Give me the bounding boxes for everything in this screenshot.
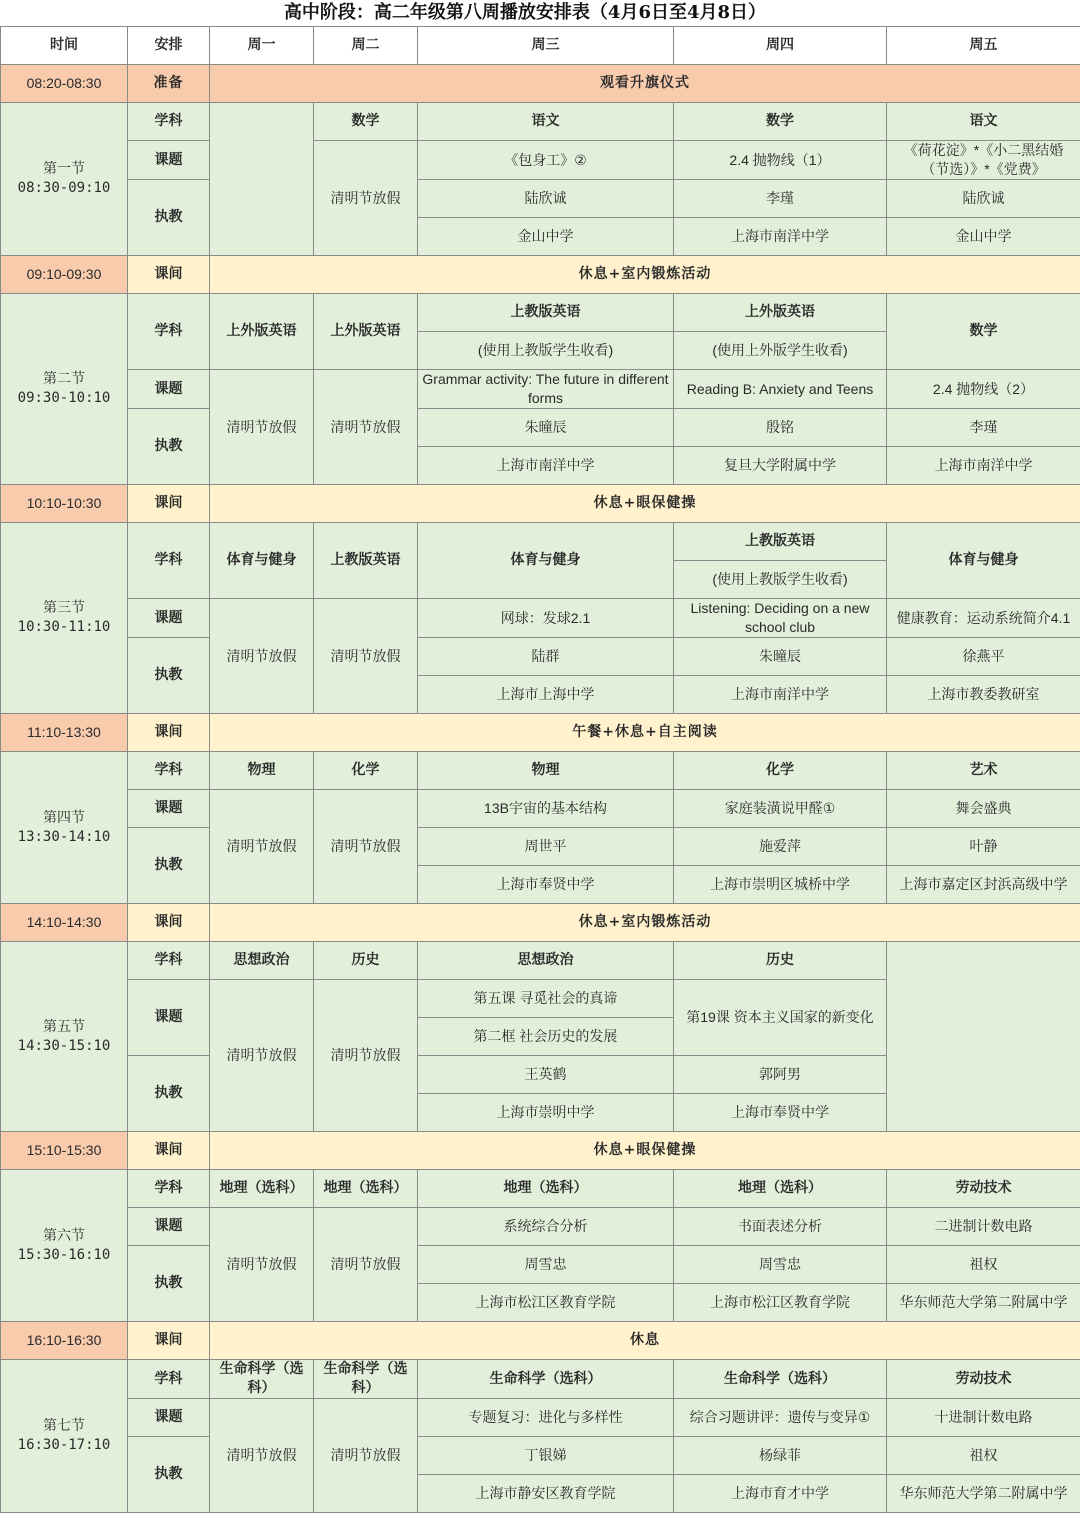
fri-empty-cell: [887, 942, 1080, 1132]
period-row: [1, 409, 1080, 447]
thu-subject: 历史: [674, 942, 887, 980]
thu-teacher: 郭阿男: [674, 1056, 887, 1094]
wed-school: 上海市奉贤中学: [418, 866, 674, 904]
period-time-cell: [1, 103, 128, 256]
fri-school: 金山中学: [887, 218, 1080, 256]
mon-holiday: 清明节放假: [210, 370, 314, 485]
break-label: 课间: [128, 256, 210, 294]
break-time: 10:10-10:30: [1, 485, 128, 523]
wed-school: 上海市南洋中学: [418, 447, 674, 485]
wed-teacher: 丁银娣: [418, 1437, 674, 1475]
break-time: 11:10-13:30: [1, 714, 128, 752]
fri-topic: 舞会盛典: [887, 790, 1080, 828]
period-time: 10:30-11:10: [17, 619, 111, 635]
fri-school: 上海市嘉定区封浜高级中学: [887, 866, 1080, 904]
thu-school: 上海市崇明区城桥中学: [674, 866, 887, 904]
period-time-cell: [1, 942, 128, 1132]
thu-school: 上海市南洋中学: [674, 218, 887, 256]
thu-teacher: 李瑾: [674, 180, 887, 218]
period-row: [1, 752, 1080, 790]
break-activity: 休息+室内锻炼活动: [210, 256, 1080, 294]
thu-topic: Listening: Deciding on a new school club: [674, 599, 887, 638]
break-row: [1, 714, 1080, 752]
topic-label: 课题: [128, 599, 210, 638]
break-label: 课间: [128, 904, 210, 942]
break-activity: 休息+室内锻炼活动: [210, 904, 1080, 942]
period-row: [1, 1208, 1080, 1246]
thu-school: 上海市育才中学: [674, 1475, 887, 1513]
wed-subject: 思想政治: [418, 942, 674, 980]
period-name: 第四节: [43, 809, 85, 826]
tue-holiday: 清明节放假: [314, 790, 418, 904]
tue-subject: 生命科学（选科）: [314, 1360, 418, 1399]
wed-school: 上海市崇明中学: [418, 1094, 674, 1132]
thu-topic: 2.4 抛物线（1）: [674, 141, 887, 180]
header-wednesday: 周三: [418, 27, 674, 65]
tue-holiday: 清明节放假: [314, 980, 418, 1132]
period-row: [1, 141, 1080, 180]
tue-holiday: 清明节放假: [314, 1208, 418, 1322]
fri-subject: 数学: [887, 294, 1080, 370]
teacher-label: 执教: [128, 828, 210, 904]
fri-school: 上海市南洋中学: [887, 447, 1080, 485]
mon-holiday: 清明节放假: [210, 599, 314, 714]
period-row: [1, 103, 1080, 141]
wed-topic-1: 第五课 寻觅社会的真谛: [418, 980, 674, 1018]
period-time: 16:30-17:10: [17, 1437, 111, 1453]
thu-school: 上海市南洋中学: [674, 676, 887, 714]
thu-topic: 综合习题讲评：遗传与变异①: [674, 1399, 887, 1437]
thu-subject: 生命科学（选科）: [674, 1360, 887, 1399]
wed-teacher: 陆欣诚: [418, 180, 674, 218]
thu-note: (使用上教版学生收看): [674, 561, 887, 599]
period-time-cell: [1, 1170, 128, 1322]
period-name: 第一节: [43, 161, 85, 177]
wed-teacher: 陆群: [418, 638, 674, 676]
subject-label: 学科: [128, 294, 210, 370]
period-name: 第六节: [43, 1227, 85, 1244]
subject-label: 学科: [128, 103, 210, 141]
wed-topic: 专题复习：进化与多样性: [418, 1399, 674, 1437]
topic-label: 课题: [128, 1399, 210, 1437]
break-label: 课间: [128, 714, 210, 752]
break-label: 课间: [128, 485, 210, 523]
period-row: [1, 523, 1080, 561]
topic-label: 课题: [128, 141, 210, 180]
period-time: 09:30-10:10: [17, 390, 111, 406]
period-row: [1, 638, 1080, 676]
topic-label: 课题: [128, 1208, 210, 1246]
thu-teacher: 杨绿菲: [674, 1437, 887, 1475]
topic-label: 课题: [128, 980, 210, 1056]
fri-subject: 劳动技术: [887, 1170, 1080, 1208]
subject-label: 学科: [128, 752, 210, 790]
period-time-cell: [1, 752, 128, 904]
break-activity: 休息+眼保健操: [210, 485, 1080, 523]
header-arrangement: 安排: [128, 27, 210, 65]
mon-subject: 生命科学（选科）: [210, 1360, 314, 1399]
fri-topic: 2.4 抛物线（2）: [887, 370, 1080, 409]
mon-holiday: 清明节放假: [210, 980, 314, 1132]
mon-subject: 地理（选科）: [210, 1170, 314, 1208]
fri-teacher: 陆欣诚: [887, 180, 1080, 218]
thu-teacher: 朱曈辰: [674, 638, 887, 676]
break-time: 15:10-15:30: [1, 1132, 128, 1170]
wed-topic-2: 第二框 社会历史的发展: [418, 1018, 674, 1056]
wed-subject: 地理（选科）: [418, 1170, 674, 1208]
thu-note: (使用上外版学生收看): [674, 332, 887, 370]
header-thursday: 周四: [674, 27, 887, 65]
wed-note: (使用上教版学生收看): [418, 332, 674, 370]
fri-school: 华东师范大学第二附属中学: [887, 1475, 1080, 1513]
prep-row: [1, 65, 1080, 103]
break-row: [1, 1322, 1080, 1360]
header-row: [1, 27, 1080, 65]
thu-topic: Reading B: Anxiety and Teens: [674, 370, 887, 409]
break-time: 14:10-14:30: [1, 904, 128, 942]
thu-subject: 化学: [674, 752, 887, 790]
break-row: [1, 904, 1080, 942]
break-time: 16:10-16:30: [1, 1322, 128, 1360]
tue-holiday: 清明节放假: [314, 141, 418, 256]
wed-topic: 网球：发球2.1: [418, 599, 674, 638]
teacher-label: 执教: [128, 409, 210, 485]
prep-activity: 观看升旗仪式: [210, 65, 1080, 103]
tue-subject: 历史: [314, 942, 418, 980]
thu-teacher: 施爱萍: [674, 828, 887, 866]
wed-teacher: 周世平: [418, 828, 674, 866]
thu-topic: 家庭装潢说甲醛①: [674, 790, 887, 828]
teacher-label: 执教: [128, 180, 210, 256]
wed-topic: 《包身工》②: [418, 141, 674, 180]
mon-subject: 体育与健身: [210, 523, 314, 599]
break-row: [1, 256, 1080, 294]
thu-school: 复旦大学附属中学: [674, 447, 887, 485]
fri-teacher: 叶静: [887, 828, 1080, 866]
wed-topic: 系统综合分析: [418, 1208, 674, 1246]
subject-label: 学科: [128, 942, 210, 980]
mon-holiday: 清明节放假: [210, 1399, 314, 1513]
thu-subject: 地理（选科）: [674, 1170, 887, 1208]
mon-subject: 思想政治: [210, 942, 314, 980]
break-time: 09:10-09:30: [1, 256, 128, 294]
wed-topic: Grammar activity: The future in different forms: [418, 370, 674, 409]
tue-holiday: 清明节放假: [314, 1399, 418, 1513]
break-row: [1, 485, 1080, 523]
wed-topic: 13B宇宙的基本结构: [418, 790, 674, 828]
period-row: [1, 1360, 1080, 1399]
thu-school: 上海市奉贤中学: [674, 1094, 887, 1132]
mon-subject: 物理: [210, 752, 314, 790]
tue-holiday: 清明节放假: [314, 370, 418, 485]
period-row: [1, 1399, 1080, 1437]
topic-label: 课题: [128, 790, 210, 828]
period-row: [1, 942, 1080, 980]
subject-label: 学科: [128, 1170, 210, 1208]
wed-school: 上海市松江区教育学院: [418, 1284, 674, 1322]
period-row: [1, 370, 1080, 409]
mon-holiday: 清明节放假: [210, 790, 314, 904]
wed-school: 金山中学: [418, 218, 674, 256]
period-row: [1, 599, 1080, 638]
teacher-label: 执教: [128, 1056, 210, 1132]
period-time: 08:30-09:10: [17, 180, 111, 196]
wed-subject: 生命科学（选科）: [418, 1360, 674, 1399]
period-time-cell: [1, 294, 128, 485]
thu-subject: 数学: [674, 103, 887, 141]
wed-school: 上海市上海中学: [418, 676, 674, 714]
period-name: 第七节: [43, 1418, 85, 1434]
fri-teacher: 祖权: [887, 1246, 1080, 1284]
tue-subject: 化学: [314, 752, 418, 790]
page-title: 高中阶段：高二年级第八周播放安排表（4月6日至4月8日）: [283, 2, 767, 23]
wed-teacher: 朱曈辰: [418, 409, 674, 447]
teacher-label: 执教: [128, 638, 210, 714]
period-row: [1, 1246, 1080, 1284]
period-time: 14:30-15:10: [17, 1037, 111, 1054]
thu-topic: 第19课 资本主义国家的新变化: [674, 980, 887, 1056]
fri-subject: 语文: [887, 103, 1080, 141]
header-tuesday: 周二: [314, 27, 418, 65]
tue-subject: 上外版英语: [314, 294, 418, 370]
period-row: [1, 790, 1080, 828]
fri-teacher: 李瑾: [887, 409, 1080, 447]
header-monday: 周一: [210, 27, 314, 65]
tue-holiday: 清明节放假: [314, 599, 418, 714]
period-time-cell: [1, 523, 128, 714]
subject-label: 学科: [128, 523, 210, 599]
thu-school: 上海市松江区教育学院: [674, 1284, 887, 1322]
fri-subject: 体育与健身: [887, 523, 1080, 599]
mon-subject: 上外版英语: [210, 294, 314, 370]
mon-holiday: 清明节放假: [210, 1208, 314, 1322]
prep-time: 08:20-08:30: [1, 65, 128, 103]
teacher-label: 执教: [128, 1246, 210, 1322]
fri-topic: 二进制计数电路: [887, 1208, 1080, 1246]
period-name: 第五节: [43, 1018, 85, 1035]
fri-topic: 健康教育：运动系统简介4.1: [887, 599, 1080, 638]
break-activity: 休息: [210, 1322, 1080, 1360]
wed-subject: 物理: [418, 752, 674, 790]
tue-subject: 数学: [314, 103, 418, 141]
break-label: 课间: [128, 1132, 210, 1170]
period-row: [1, 180, 1080, 218]
wed-subject: 上教版英语: [418, 294, 674, 332]
prep-label: 准备: [128, 65, 210, 103]
subject-label: 学科: [128, 1360, 210, 1399]
period-time-cell: [1, 1360, 128, 1513]
thu-topic: 书面表述分析: [674, 1208, 887, 1246]
wed-teacher: 周雪忠: [418, 1246, 674, 1284]
break-label: 课间: [128, 1322, 210, 1360]
thu-subject: 上教版英语: [674, 523, 887, 561]
break-activity: 休息+眼保健操: [210, 1132, 1080, 1170]
wed-school: 上海市静安区教育学院: [418, 1475, 674, 1513]
tue-subject: 地理（选科）: [314, 1170, 418, 1208]
thu-subject: 上外版英语: [674, 294, 887, 332]
thu-teacher: 周雪忠: [674, 1246, 887, 1284]
period-time: 13:30-14:10: [17, 828, 111, 845]
header-friday: 周五: [887, 27, 1080, 65]
period-row: [1, 1170, 1080, 1208]
period-row: [1, 294, 1080, 332]
header-time: 时间: [1, 27, 128, 65]
teacher-label: 执教: [128, 1437, 210, 1513]
mon-cell: [210, 103, 314, 256]
thu-teacher: 殷铭: [674, 409, 887, 447]
schedule-table: [0, 26, 1080, 1513]
tue-subject: 上教版英语: [314, 523, 418, 599]
break-activity: 午餐+休息+自主阅读: [210, 714, 1080, 752]
fri-subject: 劳动技术: [887, 1360, 1080, 1399]
wed-subject: 语文: [418, 103, 674, 141]
fri-subject: 艺术: [887, 752, 1080, 790]
fri-school: 上海市教委教研室: [887, 676, 1080, 714]
wed-teacher: 王英鹤: [418, 1056, 674, 1094]
period-row: [1, 1437, 1080, 1475]
fri-teacher: 徐燕平: [887, 638, 1080, 676]
fri-topic: 十进制计数电路: [887, 1399, 1080, 1437]
fri-teacher: 祖权: [887, 1437, 1080, 1475]
fri-topic: 《荷花淀》*《小二黑结婚（节选）》*《党费》: [887, 141, 1080, 180]
fri-school: 华东师范大学第二附属中学: [887, 1284, 1080, 1322]
period-name: 第二节: [43, 371, 85, 387]
period-row: [1, 828, 1080, 866]
period-name: 第三节: [43, 600, 85, 616]
break-row: [1, 1132, 1080, 1170]
wed-subject: 体育与健身: [418, 523, 674, 599]
topic-label: 课题: [128, 370, 210, 409]
period-time: 15:30-16:10: [17, 1246, 111, 1263]
